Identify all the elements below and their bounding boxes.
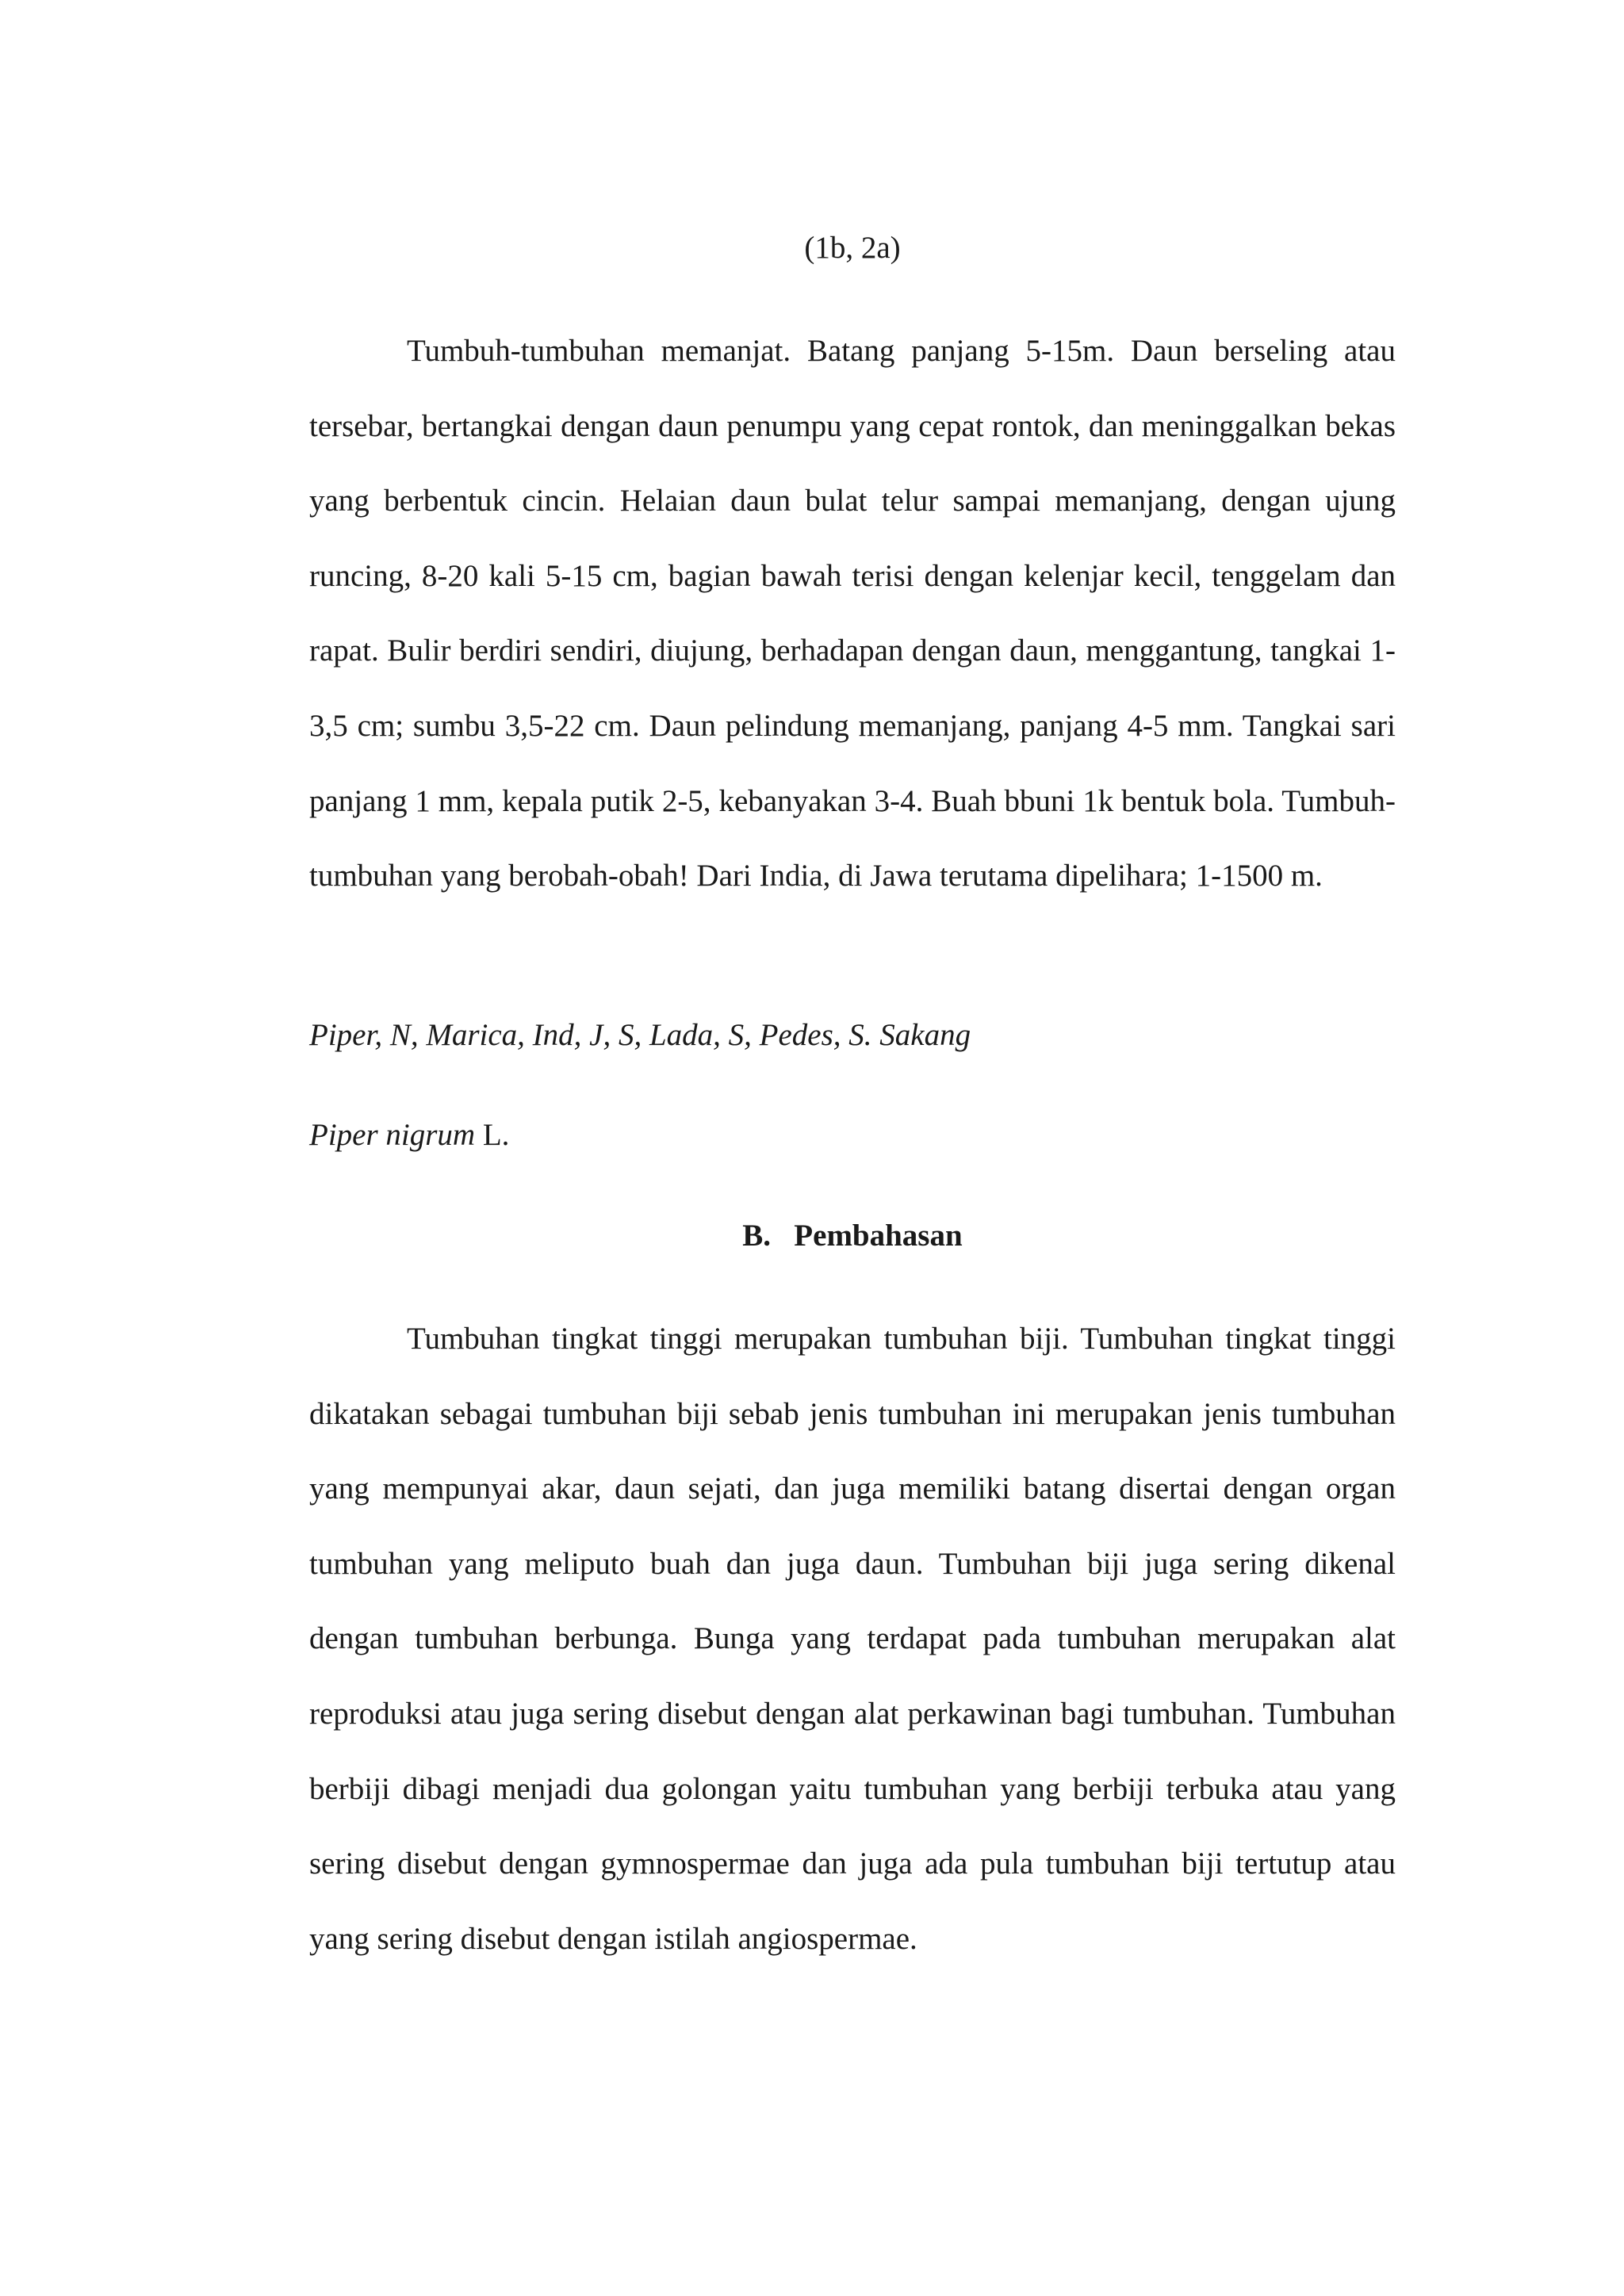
description-text: Tumbuh-tumbuhan memanjat. Batang panjang 5-15m. Daun berseling atau tersebar, bertangkai dengan daun penumpu yang cepat rontok, dan meninggalkan bekas yang berbentuk cincin. Helaian daun bulat telur sampai memanjang, dengan ujung runcing, 8-20 kali 5-15 cm, bagian bawah terisi dengan kelenjar kecil, tenggelam dan rapat. Bulir berdiri sendiri, diujung, berhadapan dengan daun, menggantung, tangkai 1-3,5 cm; sumbu 3,5-22 cm. Daun pelindung memanjang, panjang 4-5 mm. Tangkai sari panjang 1 mm, kepala putik 2-5, kebanyakan 3-4. Buah bbuni 1k bentuk bola. Tumbuh-tumbuhan yang berobah-obah! Dari India, di Jawa terutama dipelihara; 1-1500 m. [309,334,1396,894]
local-names-line [309,1017,1396,1053]
section-heading [309,1218,1396,1253]
species-author: L. [475,1118,510,1152]
description-block [309,314,1396,914]
section-heading-text: B. Pembahasan [742,1219,963,1253]
discussion-paragraph [309,1302,1396,1976]
description-paragraph [309,314,1396,914]
discussion-text: Tumbuhan tingkat tinggi merupakan tumbuhan biji. Tumbuhan tingkat tinggi dikatakan sebagai tumbuhan biji sebab jenis tumbuhan ini merupakan jenis tumbuhan yang mempunyai akar, daun sejati, dan juga memiliki batang disertai dengan organ tumbuhan yang meliputo buah dan juga daun. Tumbuhan biji juga sering dikenal dengan tumbuhan berbunga. Bunga yang terdapat pada tumbuhan merupakan alat reproduksi atau juga sering disebut dengan alat perkawinan bagi tumbuhan. Tumbuhan berbiji dibagi menjadi dua golongan yaitu tumbuhan yang berbiji terbuka atau yang sering disebut dengan gymnospermae dan juga ada pula tumbuhan biji tertutup atau yang sering disebut dengan istilah angiospermae. [309,1322,1396,1956]
species-line [309,1117,1396,1153]
local-names-text: Piper, N, Marica, Ind, J, S, Lada, S, Pedes, S. Sakang [309,1018,971,1052]
page-label-text: (1b, 2a) [804,231,901,265]
discussion-block [309,1302,1396,1976]
species-name: Piper nigrum [309,1118,476,1152]
page-label [309,230,1396,266]
